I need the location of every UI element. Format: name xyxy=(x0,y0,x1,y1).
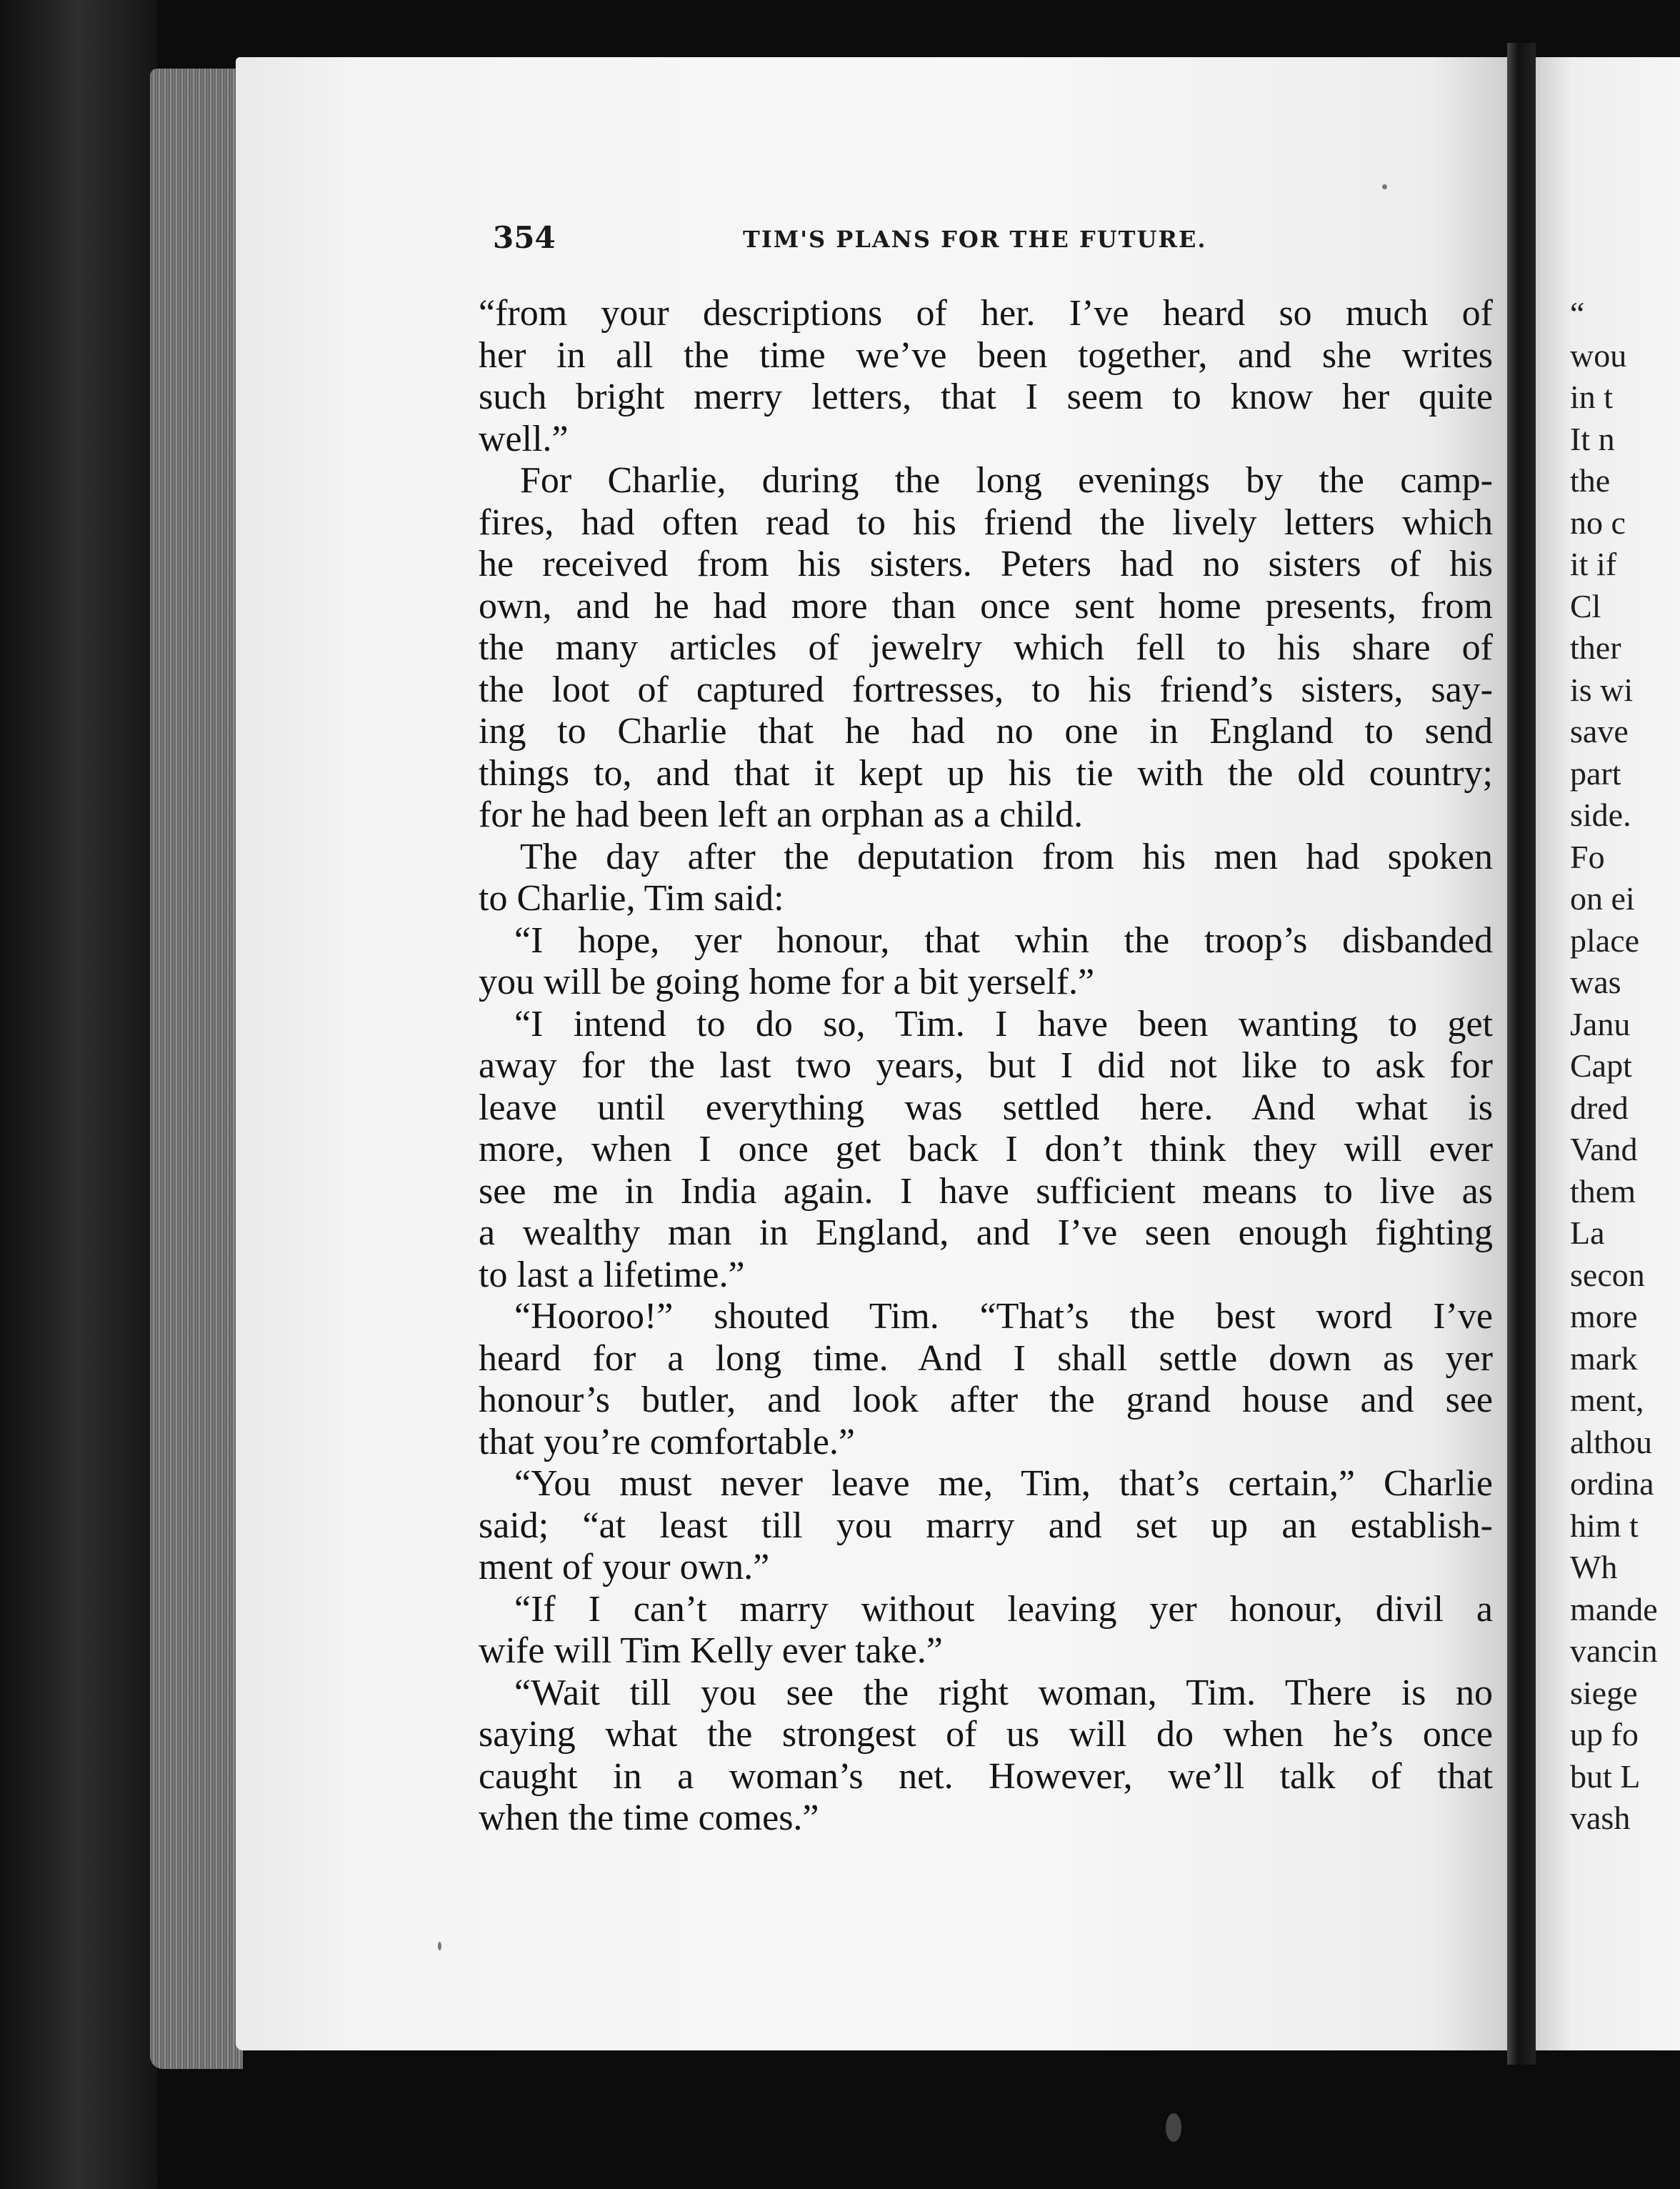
text-line: “Hooroo!” shouted Tim. “That’s the best word I’ve xyxy=(514,1296,1493,1337)
facing-line: althou xyxy=(1570,1423,1652,1460)
facing-line: was xyxy=(1570,964,1621,1000)
text-line: more, when I once get back I don’t think they will ever xyxy=(479,1129,1493,1170)
text-line: “Wait till you see the right woman, Tim. There is no xyxy=(514,1672,1493,1713)
text-line: that you’re comfortable.” xyxy=(479,1421,855,1462)
facing-line: him t xyxy=(1570,1507,1639,1544)
facing-line: in t xyxy=(1570,379,1614,415)
text-line: saying what the strongest of us will do when he’s once xyxy=(479,1714,1493,1755)
facing-line: siege xyxy=(1570,1674,1638,1711)
text-line: well.” xyxy=(479,418,569,459)
text-line: wife will Tim Kelly ever take.” xyxy=(479,1630,943,1671)
facing-line: more xyxy=(1570,1298,1638,1335)
facing-line: Vand xyxy=(1570,1131,1638,1167)
facing-line: save xyxy=(1570,713,1629,749)
text-line: heard for a long time. And I shall settle down as yer xyxy=(479,1337,1493,1379)
book-gutter xyxy=(1507,43,1536,2065)
text-line: the loot of captured fortresses, to his friend’s sisters, say- xyxy=(479,669,1493,710)
text-line: “from your descriptions of her. I’ve heard so much of xyxy=(479,293,1493,334)
text-line: things to, and that it kept up his tie with the old country; xyxy=(479,752,1493,794)
text-line: the many articles of jewelry which fell to his share of xyxy=(479,627,1493,668)
scan-speck xyxy=(1382,184,1387,189)
text-line: see me in India again. I have sufficient means to live as xyxy=(479,1170,1493,1212)
facing-line: It n xyxy=(1570,420,1615,457)
facing-line: them xyxy=(1570,1172,1636,1210)
scan-speck xyxy=(1166,2113,1181,2142)
facing-line: mark xyxy=(1570,1340,1638,1377)
text-line: you will be going home for a bit yerself.” xyxy=(479,962,1095,1002)
facing-line: secon xyxy=(1570,1256,1645,1293)
text-line: ment of your own.” xyxy=(479,1547,770,1587)
text-line: a wealthy man in England, and I’ve seen enough fighting xyxy=(479,1212,1493,1253)
facing-line: mande xyxy=(1570,1590,1658,1627)
facing-line: Capt xyxy=(1570,1047,1632,1084)
scan-speck xyxy=(438,1942,441,1950)
text-line: her in all the time we’ve been together, and she writes xyxy=(479,334,1493,376)
facing-line: is wi xyxy=(1570,671,1634,708)
page-edges xyxy=(150,69,243,2069)
text-line: “You must never leave me, Tim, that’s certain,” Charlie xyxy=(514,1463,1493,1504)
text-line: caught in a woman’s net. However, we’ll talk of that xyxy=(479,1755,1493,1797)
text-line: own, and he had more than once sent home presents, from xyxy=(479,585,1493,627)
text-line: The day after the deputation from his men had spoken xyxy=(520,836,1493,877)
facing-line: but L xyxy=(1570,1757,1641,1795)
text-line: “If I can’t marry without leaving yer honour, divil a xyxy=(514,1588,1493,1630)
text-line: said; “at least till you marry and set up an establish- xyxy=(479,1505,1493,1546)
facing-line: vash xyxy=(1570,1800,1631,1836)
facing-line: it if xyxy=(1570,546,1617,582)
text-line: he received from his sisters. Peters had no sisters of his xyxy=(479,544,1493,584)
text-line: leave until everything was settled here. And what is xyxy=(479,1087,1493,1128)
facing-line: no c xyxy=(1570,504,1626,541)
text-line: to Charlie, Tim said: xyxy=(479,878,784,919)
page-number: 354 xyxy=(493,220,556,255)
running-head xyxy=(493,220,1493,263)
facing-line: Janu xyxy=(1570,1005,1631,1042)
facing-line: side. xyxy=(1570,797,1631,833)
facing-line: place xyxy=(1570,922,1640,959)
body-text xyxy=(479,293,1493,1840)
facing-line: “ xyxy=(1570,295,1585,331)
facing-line: ment, xyxy=(1570,1382,1644,1418)
facing-line: Cl xyxy=(1570,587,1601,624)
running-title: TIM'S PLANS FOR THE FUTURE. xyxy=(743,226,1207,253)
text-line: “I intend to do so, Tim. I have been wanting to get xyxy=(514,1003,1493,1044)
text-line: to last a lifetime.” xyxy=(479,1254,745,1295)
facing-page-text xyxy=(1570,293,1680,1840)
facing-line: the xyxy=(1570,462,1611,499)
facing-line: La xyxy=(1570,1215,1605,1251)
facing-line: part xyxy=(1570,754,1621,792)
text-line: such bright merry letters, that I seem to know her quite xyxy=(479,377,1493,417)
facing-line: wou xyxy=(1570,336,1627,374)
text-line: For Charlie, during the long evenings by the camp- xyxy=(520,460,1493,501)
facing-line: dred xyxy=(1570,1089,1629,1126)
book-cover-shadow xyxy=(0,0,157,2189)
facing-line: up fo xyxy=(1570,1716,1639,1752)
facing-line: Fo xyxy=(1570,838,1605,875)
facing-line: vancin xyxy=(1570,1632,1658,1669)
facing-line: on ei xyxy=(1570,880,1635,917)
text-line: fires, had often read to his friend the lively letters which xyxy=(479,502,1493,543)
facing-line: ordina xyxy=(1570,1465,1654,1502)
text-line: for he had been left an orphan as a child. xyxy=(479,794,1084,835)
text-line: “I hope, yer honour, that whin the troop’s disbanded xyxy=(514,919,1493,961)
facing-line: ther xyxy=(1570,629,1621,666)
text-line: honour’s butler, and look after the grand house and see xyxy=(479,1380,1493,1420)
facing-line: Wh xyxy=(1570,1549,1618,1585)
text-line: when the time comes.” xyxy=(479,1797,819,1838)
text-line: ing to Charlie that he had no one in England to send xyxy=(479,711,1493,752)
text-line: away for the last two years, but I did not like to ask for xyxy=(479,1045,1493,1086)
